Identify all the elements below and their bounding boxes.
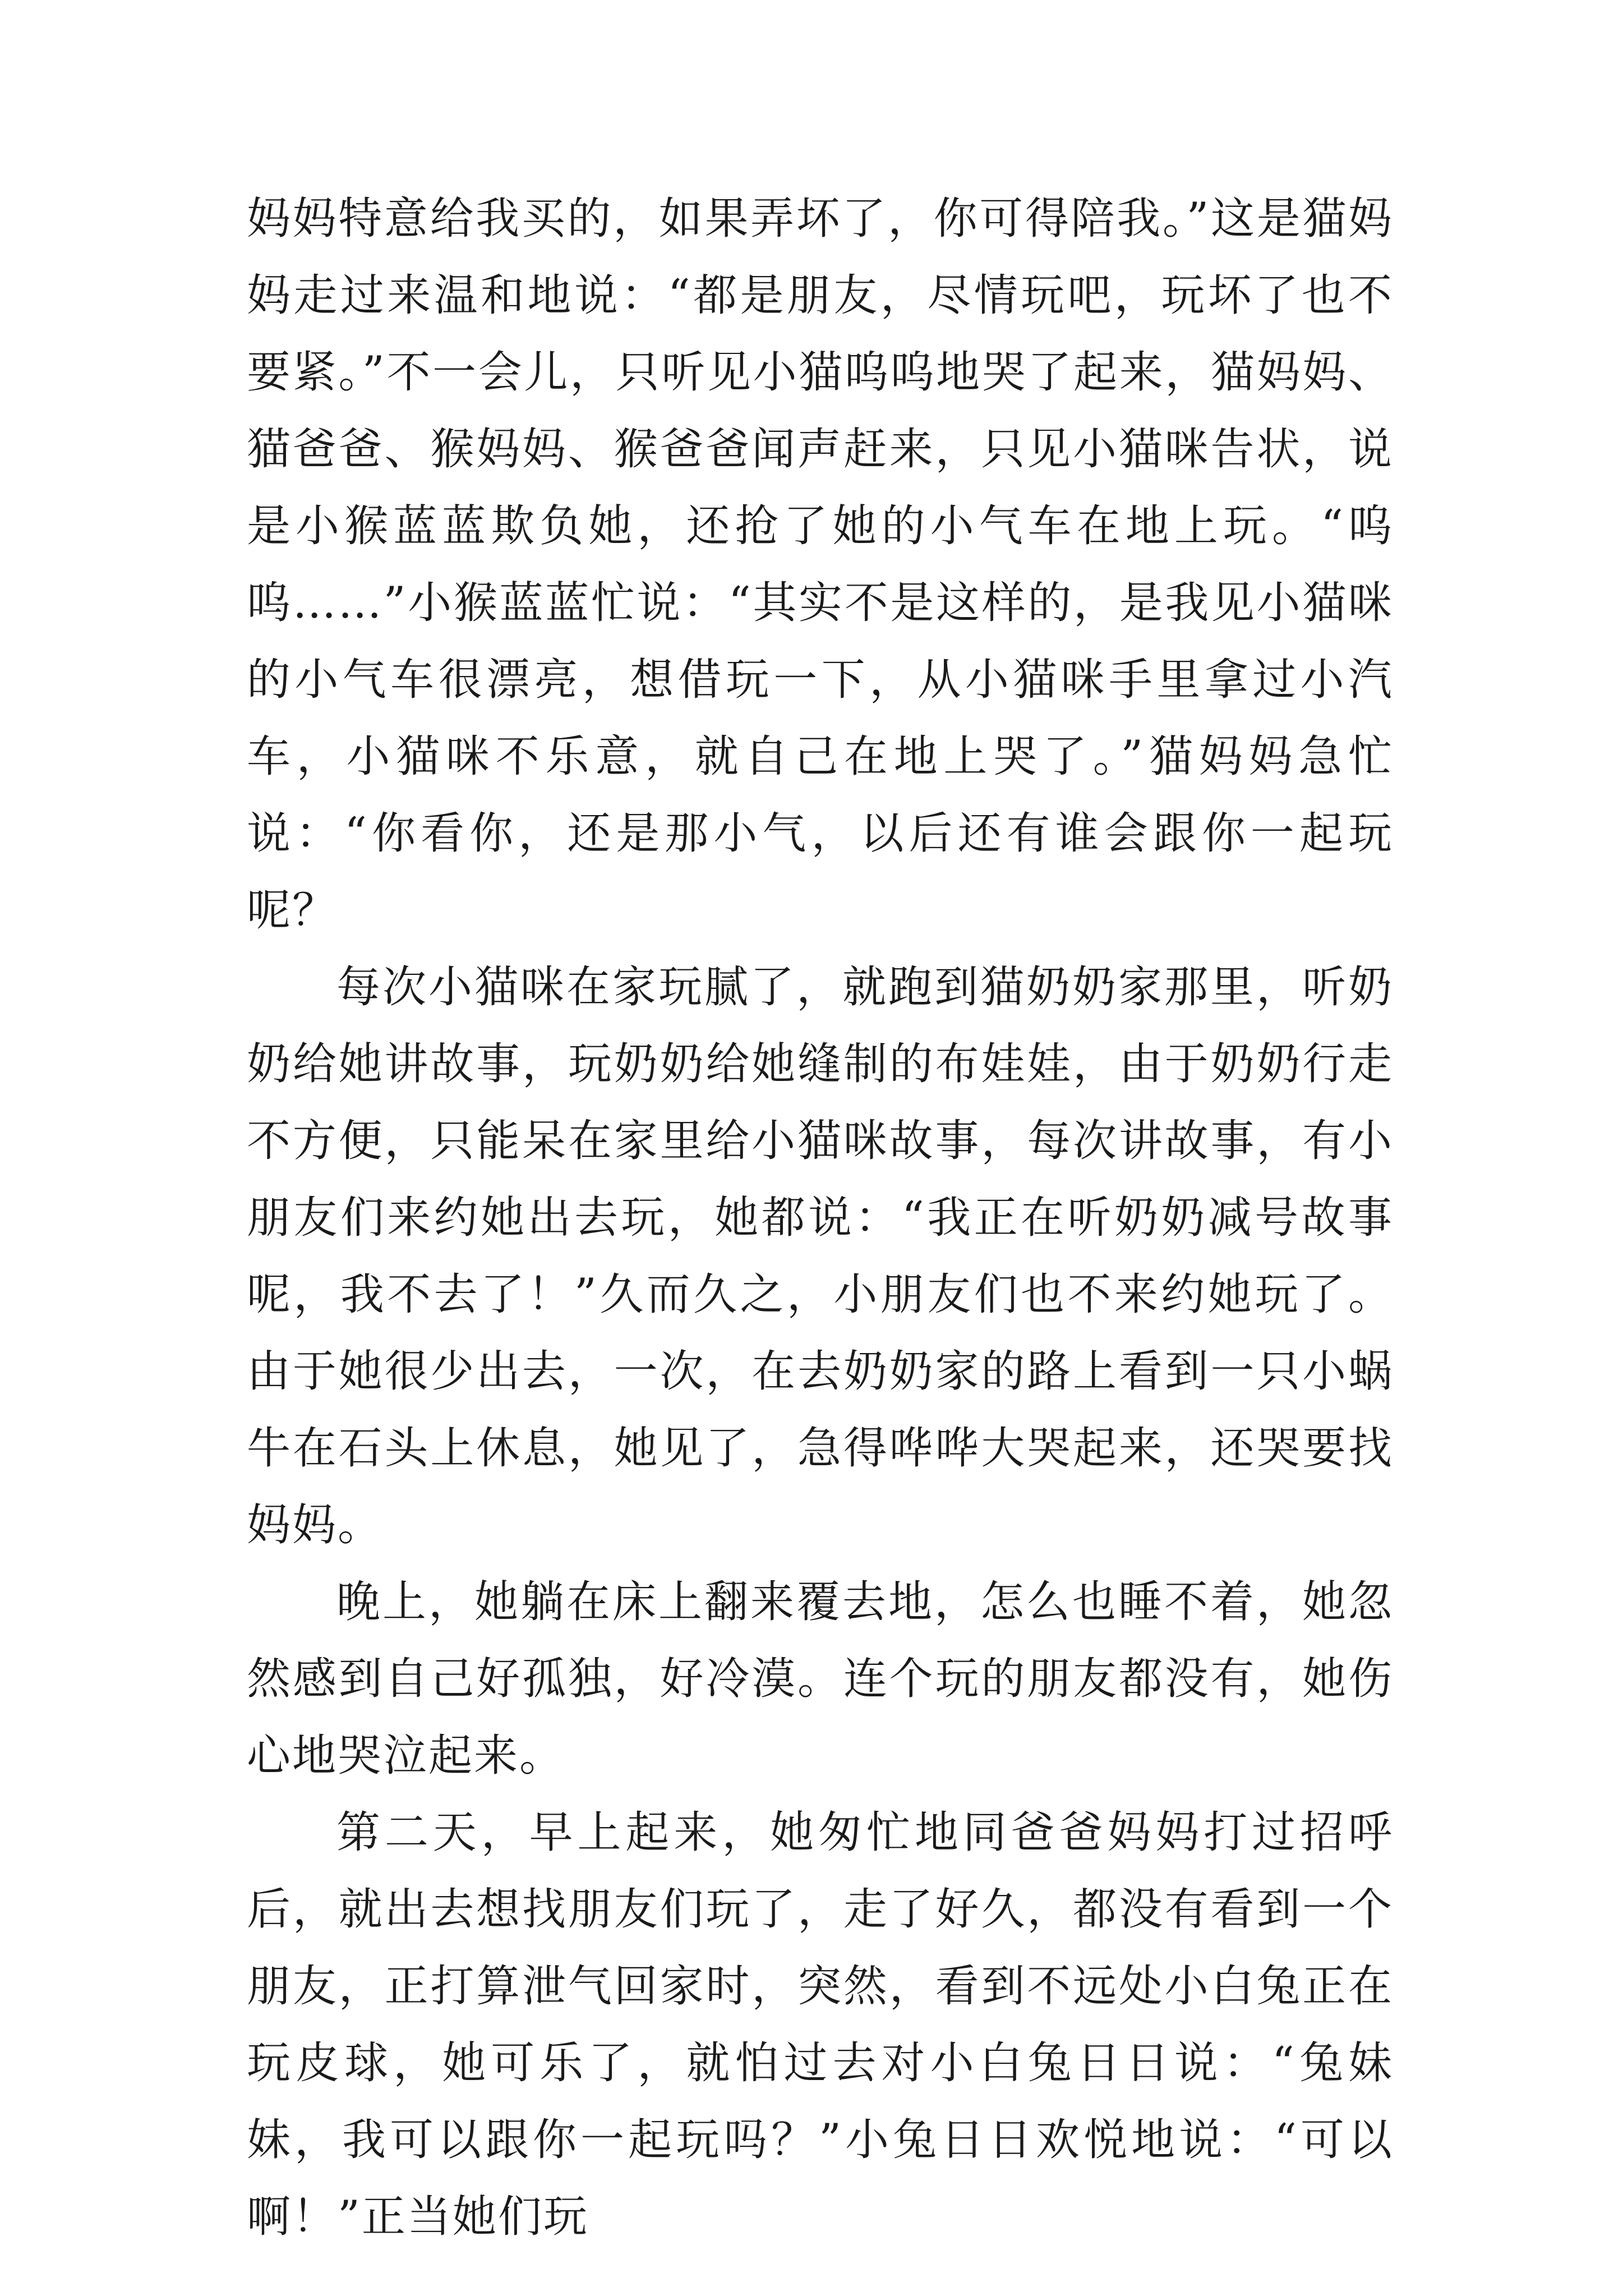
paragraph-1: 妈妈特意给我买的，如果弄坏了，你可得陪我。”这是猫妈妈走过来温和地说：“都是朋友，尽情玩吧，玩坏了也不要紧。”不一会儿，只听见小猫呜呜地哭了起来，猫妈妈、猫爸爸、猴妈妈、猴爸爸闻声赶来，只见小猫咪告状，说是小猴蓝蓝欺负她，还抢了她的小气车在地上玩。“呜呜……”小猴蓝蓝忙说：“其实不是这样的，是我见小猫咪的小气车很漂亮，想借玩一下，从小猫咪手里拿过小汽车，小猫咪不乐意，就自己在地上哭了。”猫妈妈急忙说：“你看你，还是那小气，以后还有谁会跟你一起玩呢？	[247, 194, 1394, 936]
paragraph-4: 第二天，早上起来，她匆忙地同爸爸妈妈打过招呼后，就出去想找朋友们玩了，走了好久，都没有看到一个朋友，正打算泄气回家时，突然，看到不远处小白兔正在玩皮球，她可乐了，就怕过去对小白兔日日说：“兔妹妹，我可以跟你一起玩吗？”小兔日日欢悦地说：“可以啊！”正当她们玩	[247, 1807, 1394, 2242]
paragraph-3: 晚上，她躺在床上翻来覆去地，怎么也睡不着，她忽然感到自己好孤独，好冷漠。连个玩的朋友都没有，她伤心地哭泣起来。	[247, 1577, 1394, 1781]
paragraph-2: 每次小猫咪在家玩腻了，就跑到猫奶奶家那里，听奶奶给她讲故事，玩奶奶给她缝制的布娃娃，由于奶奶行走不方便，只能呆在家里给小猫咪故事，每次讲故事，有小朋友们来约她出去玩，她都说：“我正在听奶奶减号故事呢，我不去了！”久而久之，小朋友们也不来约她玩了。由于她很少出去，一次，在去奶奶家的路上看到一只小蜗牛在石头上休息，她见了，急得哗哗大哭起来，还哭要找妈妈。	[247, 962, 1394, 1550]
document-body	[247, 181, 1394, 2256]
